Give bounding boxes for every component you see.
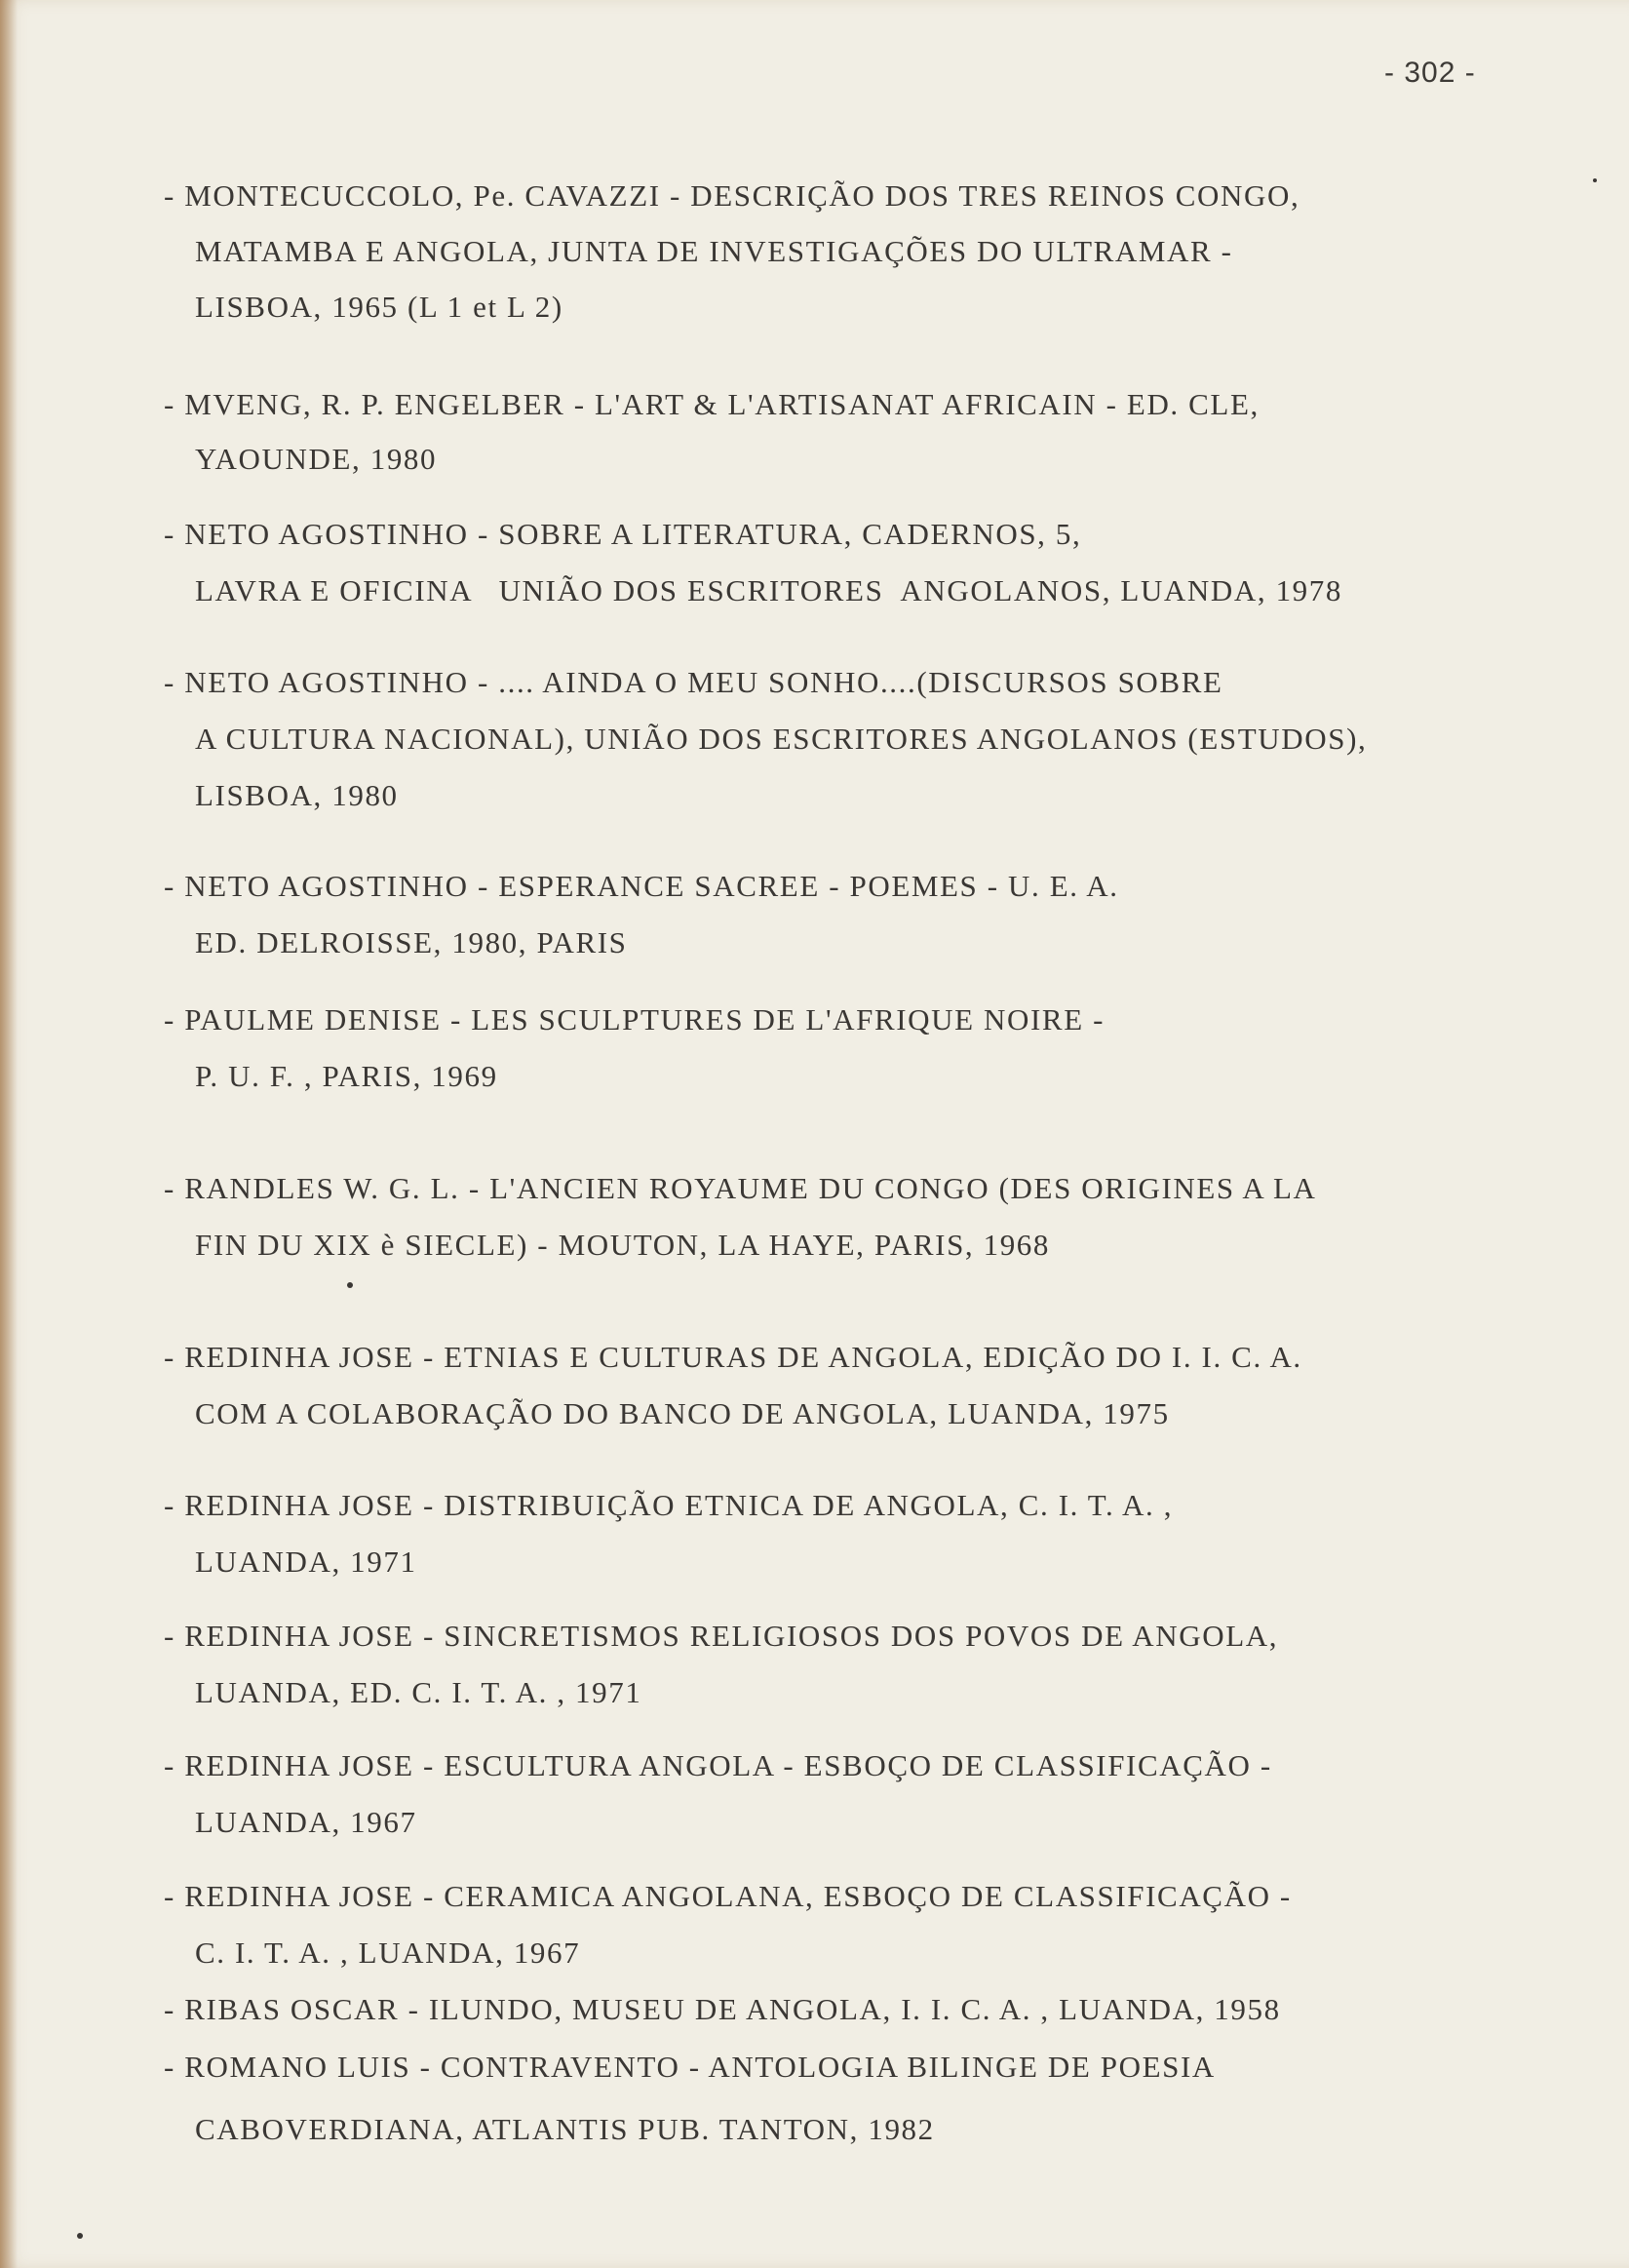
paper-speck (1593, 178, 1597, 182)
entry-line: - NETO AGOSTINHO - SOBRE A LITERATURA, CADERNOS, 5, (164, 517, 1082, 551)
entry-line: LUANDA, 1971 (195, 1545, 417, 1579)
entry-line: A CULTURA NACIONAL), UNIÃO DOS ESCRITORES ANGOLANOS (ESTUDOS), (195, 722, 1368, 756)
entry-line: - NETO AGOSTINHO - ESPERANCE SACREE - POEMES - U. E. A. (164, 869, 1119, 903)
entry-line: MATAMBA E ANGOLA, JUNTA DE INVESTIGAÇÕES DO ULTRAMAR - (195, 234, 1233, 268)
entry-line: LAVRA E OFICINA UNIÃO DOS ESCRITORES ANGOLANOS, LUANDA, 1978 (195, 573, 1342, 607)
entry-line: - REDINHA JOSE - DISTRIBUIÇÃO ETNICA DE ANGOLA, C. I. T. A. , (164, 1488, 1174, 1522)
entry-line: YAOUNDE, 1980 (195, 442, 438, 476)
entry-line: LUANDA, 1967 (195, 1805, 417, 1839)
paper-speck (77, 2233, 83, 2239)
entry-line: - REDINHA JOSE - ETNIAS E CULTURAS DE ANGOLA, EDIÇÃO DO I. I. C. A. (164, 1340, 1302, 1374)
entry-line: FIN DU XIX è SIECLE) - MOUTON, LA HAYE, PARIS, 1968 (195, 1228, 1051, 1262)
entry-line: - RANDLES W. G. L. - L'ANCIEN ROYAUME DU CONGO (DES ORIGINES A LA (164, 1171, 1317, 1205)
entry-line: - MVENG, R. P. ENGELBER - L'ART & L'ARTISANAT AFRICAIN - ED. CLE, (164, 387, 1260, 421)
entry-line: - ROMANO LUIS - CONTRAVENTO - ANTOLOGIA BILINGE DE POESIA (164, 2050, 1216, 2084)
entry-line: C. I. T. A. , LUANDA, 1967 (195, 1936, 581, 1970)
paper-speck (347, 1282, 353, 1288)
entry-line: - RIBAS OSCAR - ILUNDO, MUSEU DE ANGOLA, I. I. C. A. , LUANDA, 1958 (164, 1992, 1281, 2026)
entry-line: CABOVERDIANA, ATLANTIS PUB. TANTON, 1982 (195, 2112, 935, 2146)
entry-line: - MONTECUCCOLO, Pe. CAVAZZI - DESCRIÇÃO DOS TRES REINOS CONGO, (164, 178, 1300, 213)
page-edge-stain (0, 0, 18, 2268)
entry-line: LISBOA, 1965 (L 1 et L 2) (195, 290, 563, 324)
entry-line: - REDINHA JOSE - ESCULTURA ANGOLA - ESBOÇO DE CLASSIFICAÇÃO - (164, 1748, 1272, 1782)
entry-line: - REDINHA JOSE - CERAMICA ANGOLANA, ESBOÇO DE CLASSIFICAÇÃO - (164, 1879, 1292, 1913)
entry-line: LUANDA, ED. C. I. T. A. , 1971 (195, 1675, 642, 1709)
entry-line: - NETO AGOSTINHO - .... AINDA O MEU SONHO....(DISCURSOS SOBRE (164, 665, 1223, 699)
entry-line: - PAULME DENISE - LES SCULPTURES DE L'AFRIQUE NOIRE - (164, 1002, 1105, 1036)
entry-line: - REDINHA JOSE - SINCRETISMOS RELIGIOSOS DOS POVOS DE ANGOLA, (164, 1619, 1279, 1653)
entry-line: ED. DELROISSE, 1980, PARIS (195, 925, 628, 959)
page-number: - 302 - (1384, 57, 1476, 89)
entry-line: P. U. F. , PARIS, 1969 (195, 1059, 498, 1093)
entry-line: LISBOA, 1980 (195, 778, 399, 812)
entry-line: COM A COLABORAÇÃO DO BANCO DE ANGOLA, LUANDA, 1975 (195, 1396, 1170, 1430)
